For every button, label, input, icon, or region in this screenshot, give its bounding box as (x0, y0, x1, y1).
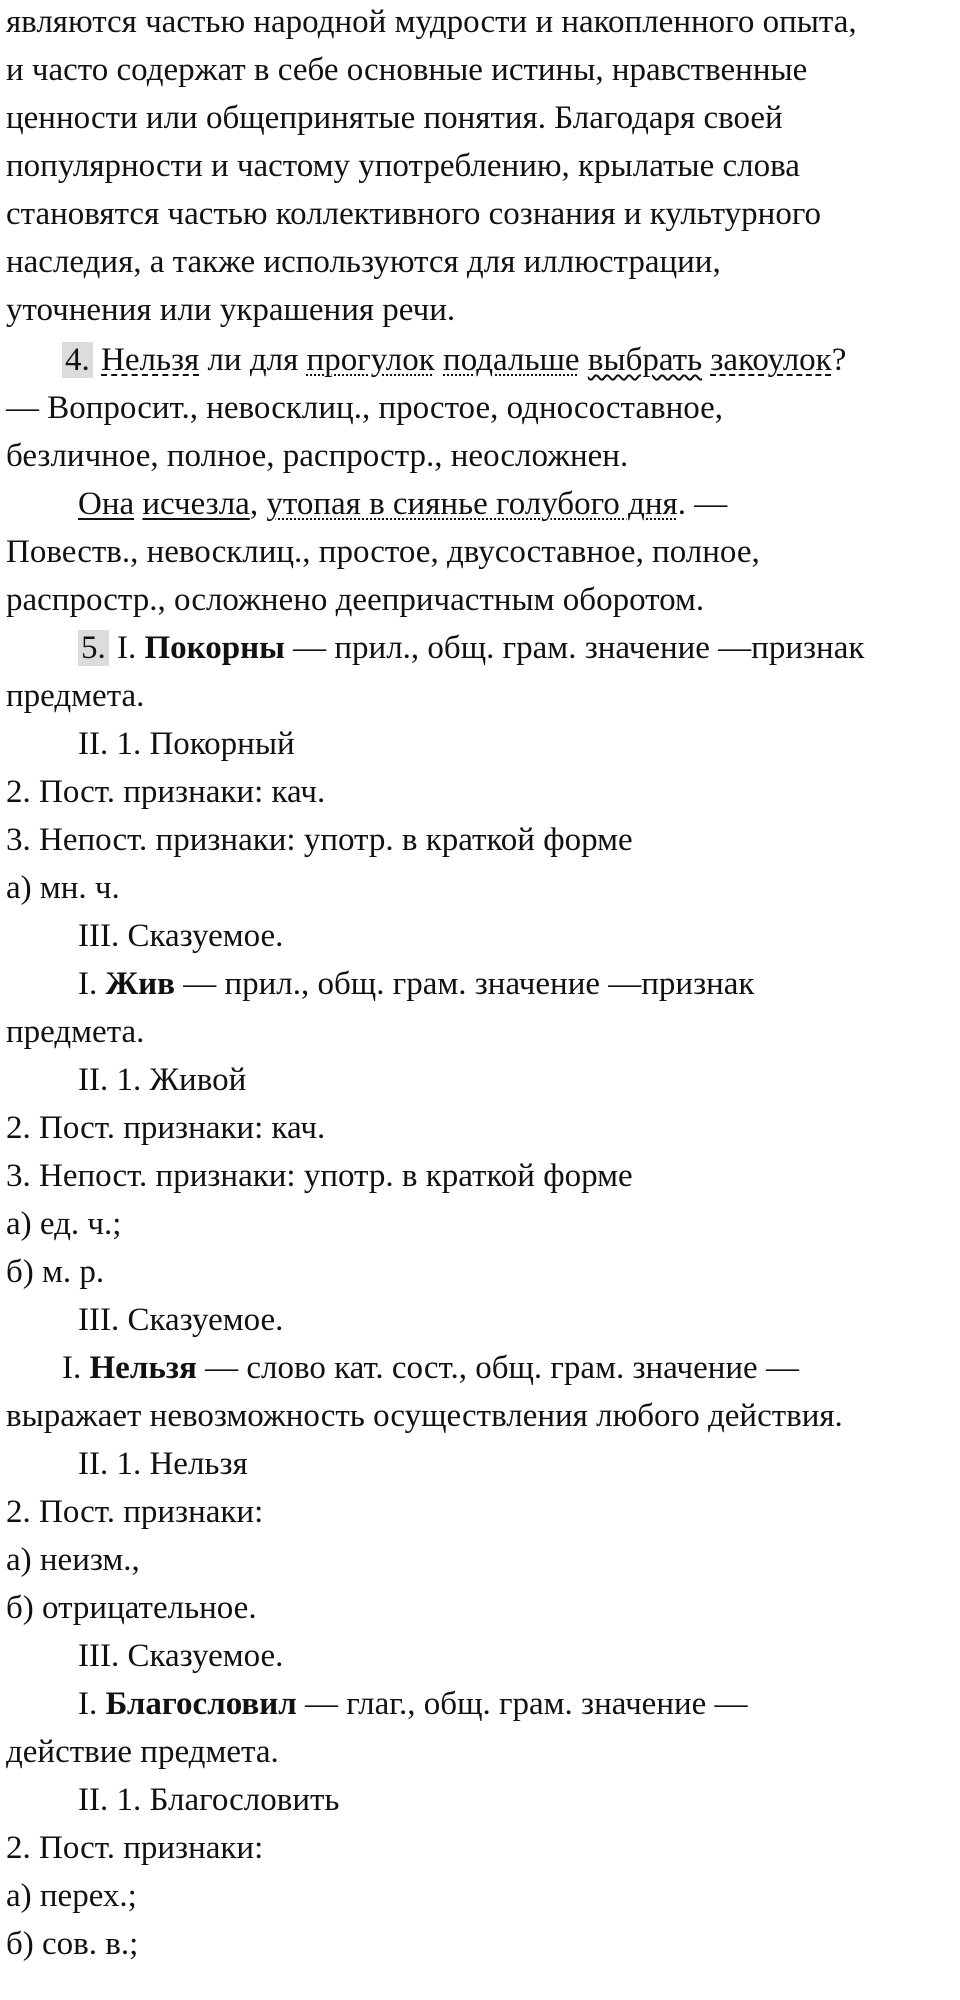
text-line: — Вопросит., невосклиц., простое, односоставное, (6, 390, 724, 426)
plain-text: ли для (199, 342, 307, 378)
text-line: а) неизм., (6, 1542, 140, 1578)
sentence-line (78, 484, 727, 524)
text-line: II. 1. Нельзя (78, 1446, 248, 1482)
text-line: б) м. р. (6, 1254, 105, 1290)
text-line: б) сов. в.; (6, 1926, 139, 1962)
sentence-4-line (62, 340, 846, 380)
text-line: являются частью народной мудрости и накопленного опыта, (6, 4, 857, 40)
plain-text: I. (62, 1350, 90, 1386)
plain-text: — прил., общ. грам. значение —признак (174, 966, 755, 1002)
text-line: 2. Пост. признаки: кач. (6, 774, 326, 810)
bold-word: Нельзя (89, 1350, 197, 1386)
text-line: III. Сказуемое. (78, 1638, 284, 1674)
text-line: II. 1. Живой (78, 1062, 247, 1098)
plain-text: . — (677, 486, 728, 522)
bold-word: Благословил (105, 1686, 297, 1722)
adverbial-word: подальше (443, 342, 580, 378)
predicate-word: исчезла (142, 486, 250, 522)
text-line: III. Сказуемое. (78, 1302, 284, 1338)
text-line: и часто содержат в себе основные истины, нравственные (6, 52, 808, 88)
text-line: а) ед. ч.; (6, 1206, 122, 1242)
subject-word: Она (78, 486, 135, 522)
text-line: предмета. (6, 1014, 145, 1050)
analysis-line (78, 628, 864, 668)
predicate-word: выбрать (587, 342, 703, 378)
text-line: 2. Пост. признаки: кач. (6, 1110, 326, 1146)
predicate-word: Нельзя (101, 342, 200, 378)
text-line: становятся частью коллективного сознания и культурного (6, 196, 822, 232)
text-line: 2. Пост. признаки: (6, 1494, 264, 1530)
text-line: уточнения или украшения речи. (6, 292, 456, 328)
text-line: выражает невозможность осуществления любого действия. (6, 1398, 843, 1434)
text-line: 3. Непост. признаки: употр. в краткой форме (6, 822, 633, 858)
text-line: действие предмета. (6, 1734, 279, 1770)
object-word: закоулок (710, 342, 832, 378)
bold-word: Жив (105, 966, 175, 1002)
plain-text: I. (108, 630, 145, 666)
text-line: III. Сказуемое. (78, 918, 284, 954)
text-line: безличное, полное, распростр., неосложнен. (6, 438, 629, 474)
plain-text: — прил., общ. грам. значение —признак (284, 630, 865, 666)
plain-text: , (249, 486, 267, 522)
text-line: II. 1. Благословить (78, 1782, 340, 1818)
plain-text: ? (831, 342, 847, 378)
bold-word: Покорны (144, 630, 285, 666)
text-line: Повеств., невосклиц., простое, двусоставное, полное, (6, 534, 760, 570)
plain-text: — слово кат. сост., общ. грам. значение — (196, 1350, 799, 1386)
text-line: а) мн. ч. (6, 870, 120, 906)
text-line: популярности и частому употреблению, крылатые слова (6, 148, 800, 184)
plain-text: I. (78, 966, 106, 1002)
analysis-line (62, 1348, 799, 1388)
text-line: б) отрицательное. (6, 1590, 257, 1626)
analysis-line (78, 964, 754, 1004)
text-line: распростр., осложнено деепричастным оборотом. (6, 582, 705, 618)
text-line: ценности или общепринятые понятия. Благодаря своей (6, 100, 783, 136)
plain-text: — глаг., общ. грам. значение — (296, 1686, 748, 1722)
text-line: предмета. (6, 678, 145, 714)
plain-text: I. (78, 1686, 106, 1722)
text-line: 3. Непост. признаки: употр. в краткой форме (6, 1158, 633, 1194)
text-line: II. 1. Покорный (78, 726, 295, 762)
text-line: 2. Пост. признаки: (6, 1830, 264, 1866)
analysis-line (78, 1684, 748, 1724)
adverbial-word: прогулок (306, 342, 435, 378)
text-line: а) перех.; (6, 1878, 137, 1914)
text-line: наследия, а также используются для иллюстрации, (6, 244, 721, 280)
item-number: 4. (62, 342, 93, 378)
item-number: 5. (78, 630, 109, 666)
participial-phrase: утопая в сиянье голубого дня (266, 486, 678, 522)
